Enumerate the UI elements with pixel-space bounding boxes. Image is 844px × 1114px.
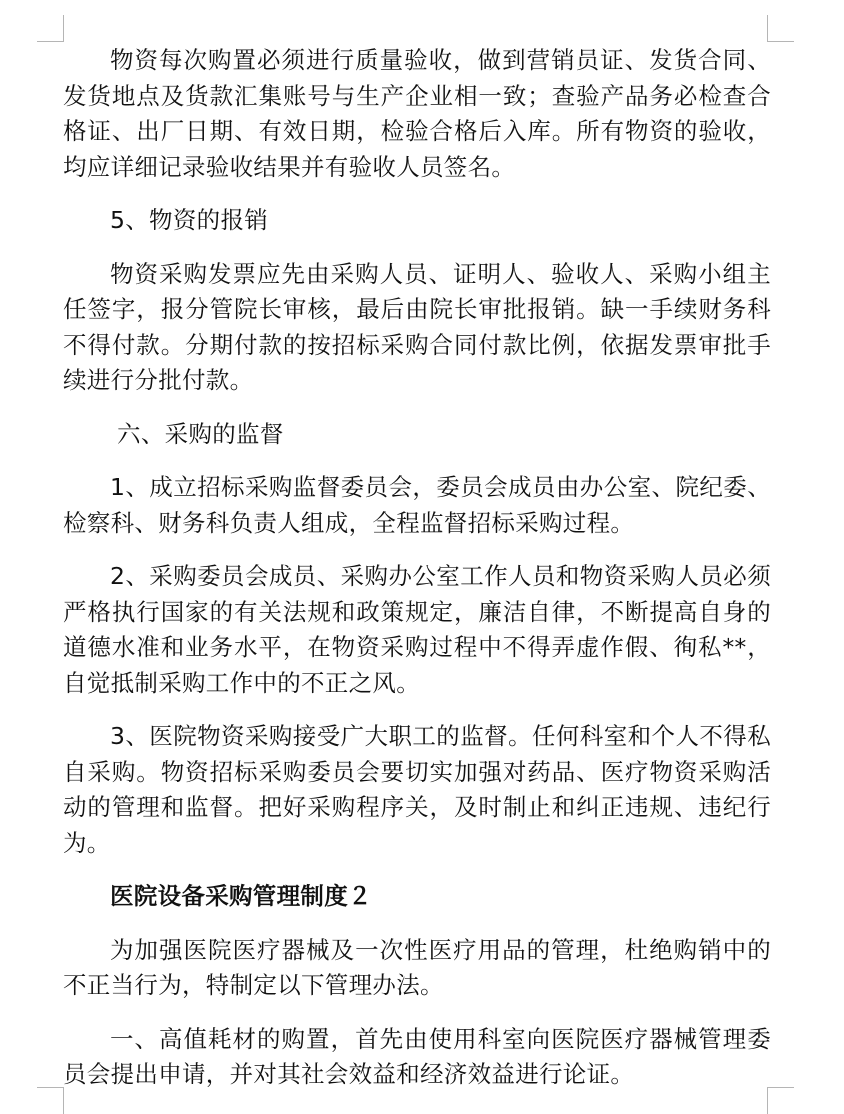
document-page xyxy=(63,43,771,1111)
paragraph-inspection: 物资每次购置必须进行质量验收，做到营销员证、发货合同、发货地点及货款汇集账号与生产企业相一致；查验产品务必检查合格证、出厂日期、有效日期，检验合格后入库。所有物资的验收，均应详细记录验收结果并有验收人员签名。 xyxy=(63,46,771,181)
paragraph-supervision-1: 1、成立招标采购监督委员会，委员会成员由办公室、院纪委、检察科、财务科负责人组成，全程监督招标采购过程。 xyxy=(63,473,771,537)
paragraph-high-value-consumables: 一、高值耗材的购置，首先由使用科室向医院医疗器械管理委员会提出申请，并对其社会效益和经济效益进行论证。 xyxy=(63,1024,771,1088)
crop-mark-bottom-right xyxy=(767,1087,794,1114)
paragraph-intro: 为加强医院医疗器械及一次性医疗用品的管理，杜绝购销中的不正当行为，特制定以下管理办法。 xyxy=(63,935,771,999)
crop-mark-top-left xyxy=(37,15,64,42)
heading-supervision: 六、采购的监督 xyxy=(117,419,284,448)
crop-mark-top-right xyxy=(767,15,794,42)
section-title: 医院设备采购管理制度２ xyxy=(110,882,372,910)
paragraph-reimbursement: 物资采购发票应先由采购人员、证明人、验收人、采购小组主任签字，报分管院长审核，最后由院长审批报销。缺一手续财务科不得付款。分期付款的按招标采购合同付款比例，依据发票审批手续进行分批付款。 xyxy=(63,259,771,394)
heading-reimbursement: 5、物资的报销 xyxy=(110,206,269,234)
paragraph-supervision-2: 2、采购委员会成员、采购办公室工作人员和物资采购人员必须严格执行国家的有关法规和政策规定，廉洁自律，不断提高自身的道德水准和业务水平，在物资采购过程中不得弄虚作假、徇私**，自觉抵制采购工作中的不正之风。 xyxy=(63,562,771,697)
paragraph-supervision-3: 3、医院物资采购接受广大职工的监督。任何科室和个人不得私自采购。物资招标采购委员会要切实加强对药品、医疗物资采购活动的管理和监督。把好采购程序关，及时制止和纠正违规、违纪行为。 xyxy=(63,722,771,857)
crop-mark-bottom-left xyxy=(37,1087,64,1114)
